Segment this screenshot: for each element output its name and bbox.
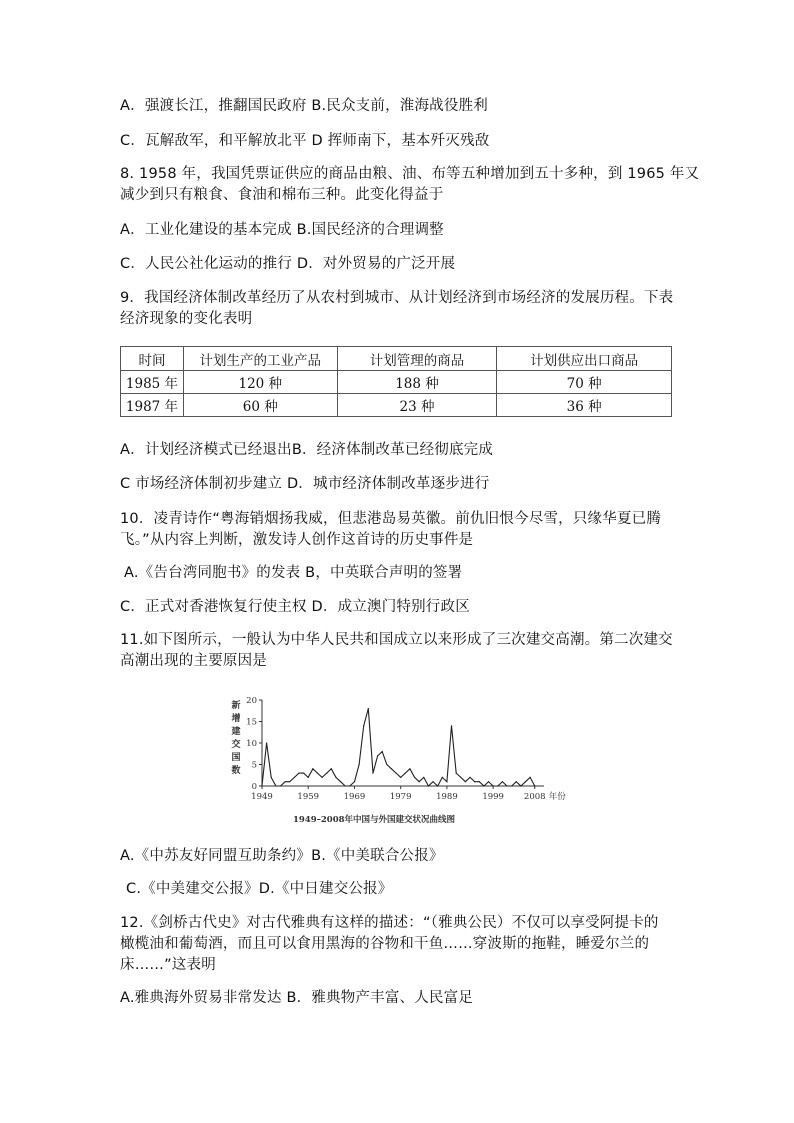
data-point: [520, 785, 521, 786]
x-tick-label: 1979: [389, 792, 412, 802]
x-axis-ticks: [251, 786, 545, 802]
data-point: [382, 751, 383, 752]
data-point: [409, 768, 410, 769]
x-tick-label: 1949: [251, 792, 273, 802]
q12-options-ab: A.雅典海外贸易非常发达 B．雅典物产丰富、人民富足: [120, 990, 474, 1006]
q11-stem-line1: 11.如下图所示，一般认为中华人民共和国成立以来形成了三次建交高潮。第二次建交: [120, 632, 673, 648]
data-point: [271, 777, 272, 778]
data-point: [312, 768, 313, 769]
series-line: [262, 709, 535, 786]
table-cell: 188 种: [337, 371, 497, 394]
data-point: [506, 785, 507, 786]
data-point: [349, 785, 350, 786]
y-axis-label-char: 数: [231, 766, 241, 776]
data-point: [479, 781, 480, 782]
q11-options-ab: A.《中苏友好同盟互助条约》B.《中美联合公报》: [120, 848, 444, 864]
data-point: [377, 755, 378, 756]
y-tick-label: 0: [251, 782, 257, 792]
data-point: [280, 785, 281, 786]
q8-stem-line1: 8. 1958 年，我国凭票证供应的商品由粮、油、布等五种增加到五十多种，到 1965 年又: [120, 166, 700, 182]
q9-stem-line2: 经济现象的变化表明: [120, 311, 253, 327]
data-point: [298, 773, 299, 774]
data-point: [446, 781, 447, 782]
q9-options-ab: A．计划经济模式已经退出B．经济体制改革已经彻底完成: [120, 442, 494, 458]
table-header-cell: 时间: [121, 347, 184, 371]
x-axis-label: 年份: [548, 792, 566, 802]
y-axis-label-char: 交: [231, 740, 241, 750]
data-point: [442, 777, 443, 778]
table-header-cell: 计划管理的商品: [337, 347, 497, 371]
data-point: [502, 781, 503, 782]
data-point: [400, 777, 401, 778]
q9-data-table: [120, 346, 672, 417]
data-point: [294, 777, 295, 778]
table-header-row: [121, 347, 672, 371]
q12-stem-line2: 橄榄油和葡萄酒，而且可以食用黑海的谷物和干鱼……穿波斯的拖鞋，睡爱尔兰的: [120, 936, 650, 952]
y-axis-label-char: 新: [231, 701, 241, 711]
y-axis-label-char: 增: [231, 714, 241, 724]
y-axis-ticks: [246, 696, 262, 792]
table-header-cell: 计划生产的工业产品: [183, 347, 337, 371]
data-point: [308, 777, 309, 778]
data-point: [530, 777, 531, 778]
diplomatic-relations-chart: [226, 694, 578, 828]
data-point: [414, 777, 415, 778]
data-point: [488, 781, 489, 782]
table-cell: 1985 年: [121, 371, 184, 394]
data-point: [428, 785, 429, 786]
q10-stem-line2: 飞。”从内容上判断，激发诗人创作这首诗的历史事件是: [120, 532, 474, 548]
y-tick-label: 5: [251, 760, 257, 771]
table-header-cell: 计划供应出口商品: [497, 347, 672, 371]
data-point: [303, 773, 304, 774]
data-point: [335, 777, 336, 778]
data-point: [372, 773, 373, 774]
table-row: [121, 394, 672, 417]
q10-options-ab: A.《告台湾同胞书》的发表 B，中英联合声明的签署: [124, 565, 463, 581]
x-tick-label: 2008: [523, 792, 546, 802]
data-point: [460, 777, 461, 778]
data-point: [285, 781, 286, 782]
q12-stem-line3: 床……”这表明: [120, 957, 216, 973]
data-point: [534, 785, 535, 786]
chart-title: 1949–2008年中国与外国建交状况曲线图: [292, 815, 456, 825]
data-point: [321, 777, 322, 778]
data-point: [465, 781, 466, 782]
q11-stem-line2: 高潮出现的主要原因是: [120, 653, 267, 669]
q7-options-cd: C．瓦解敌军，和平解放北平 D 挥师南下，基本歼灭残敌: [120, 133, 490, 149]
data-point: [354, 781, 355, 782]
data-point: [317, 773, 318, 774]
data-point: [358, 764, 359, 765]
data-point: [386, 764, 387, 765]
data-point: [451, 725, 452, 726]
q9-options-cd: C 市场经济体制初步建立 D．城市经济体制改革逐步进行: [120, 476, 490, 492]
data-point: [275, 785, 276, 786]
table-cell: 23 种: [337, 394, 497, 417]
data-point: [395, 773, 396, 774]
x-tick-label: 1969: [343, 792, 366, 802]
y-tick-label: 15: [246, 717, 257, 728]
q10-options-cd: C．正式对香港恢复行使主权 D．成立澳门特别行政区: [120, 599, 470, 615]
data-point: [419, 781, 420, 782]
data-point: [423, 777, 424, 778]
y-tick-label: 20: [246, 696, 257, 706]
y-axis-label-char: 建: [231, 727, 241, 737]
y-axis-label-char: 国: [231, 753, 241, 763]
q12-stem-line1: 12.《剑桥古代史》对古代雅典有这样的描述：“（雅典公民）不仅可以享受阿提卡的: [120, 915, 659, 931]
data-point: [368, 708, 369, 709]
x-tick-label: 1959: [297, 792, 320, 802]
data-point: [474, 781, 475, 782]
y-axis-label: [231, 699, 240, 776]
q7-options-ab: A．强渡长江，推翻国民政府 B.民众支前，淮海战役胜利: [120, 98, 488, 114]
data-point: [497, 785, 498, 786]
data-point: [345, 785, 346, 786]
data-point: [437, 785, 438, 786]
q8-options-cd: C．人民公社化运动的推行 D．对外贸易的广泛开展: [120, 256, 456, 272]
q8-options-ab: A．工业化建设的基本完成 B.国民经济的合理调整: [120, 222, 444, 238]
q11-options-cd: C.《中美建交公报》D.《中日建交公报》: [126, 881, 393, 897]
table-row: [121, 371, 672, 394]
data-point: [289, 781, 290, 782]
y-tick-label: 10: [246, 739, 257, 749]
data-point: [326, 773, 327, 774]
table-cell: 1987 年: [121, 394, 184, 417]
data-point: [363, 725, 364, 726]
data-point: [469, 777, 470, 778]
q10-stem-line1: 10．凌青诗作“粤海销烟扬我威，但悲港岛易英徽。前仇旧恨今尽雪，只缘华夏已腾: [120, 511, 662, 527]
chart-svg: [226, 694, 578, 828]
data-point: [405, 773, 406, 774]
table-cell: 60 种: [183, 394, 337, 417]
table-cell: 36 种: [497, 394, 672, 417]
x-tick-label: 1999: [482, 792, 504, 802]
table-cell: 70 种: [497, 371, 672, 394]
data-point: [525, 781, 526, 782]
data-point: [266, 742, 267, 743]
q8-stem-line2: 减少到只有粮食、食油和棉布三种。此变化得益于: [120, 187, 444, 203]
data-point: [516, 781, 517, 782]
x-tick-label: 1989: [436, 792, 458, 802]
data-point: [391, 768, 392, 769]
data-point: [483, 785, 484, 786]
data-point: [432, 781, 433, 782]
data-point: [456, 773, 457, 774]
table-cell: 120 种: [183, 371, 337, 394]
data-point: [261, 785, 262, 786]
data-point: [493, 785, 494, 786]
data-point: [511, 785, 512, 786]
data-point: [331, 768, 332, 769]
data-point: [340, 781, 341, 782]
q9-stem-line1: 9．我国经济体制改革经历了从农村到城市、从计划经济到市场经济的发展历程。下表: [120, 290, 674, 306]
